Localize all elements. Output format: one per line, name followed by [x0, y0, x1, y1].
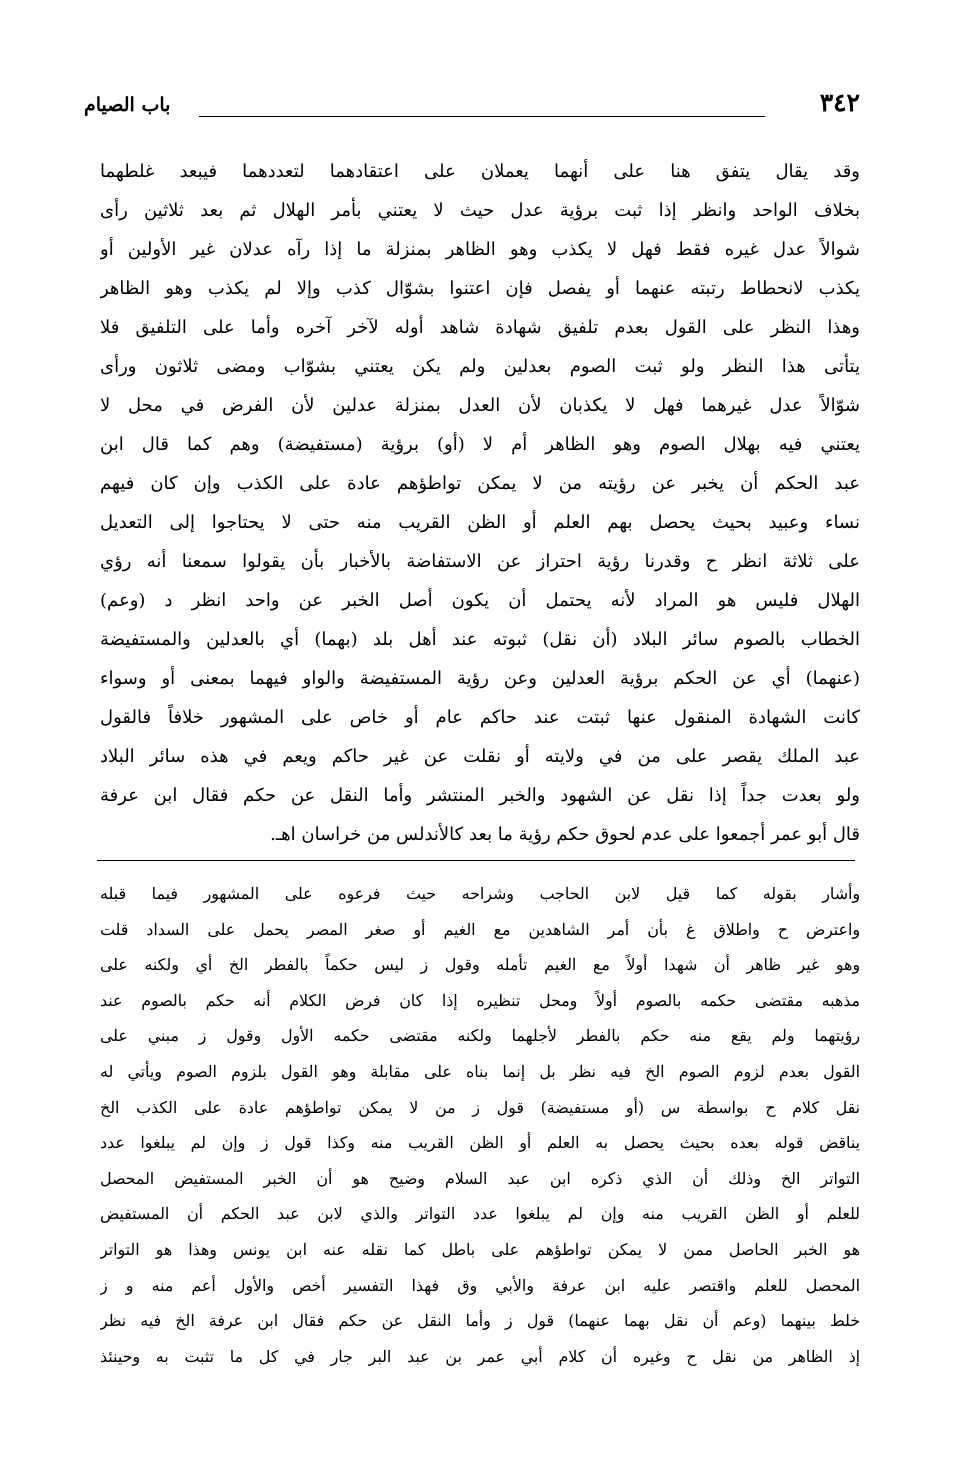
page-header	[84, 88, 860, 128]
footnote-line: مذهبه مقتضى حكمه بالصوم أولاً ومحل تنظيره إذا كان فرض الكلام أنه حكم بالصوم عند	[100, 990, 860, 1010]
footnote-line: خلط بينهما (وعم أن نقل بهما عنهما) قول ز وأما النقل عن حكم فقال ابن عرفة الخ فيه نظر	[100, 1311, 860, 1331]
main-text-line: وهذا النظر على القول بعدم تلفيق شهادة شاهد أوله لآخر آخره وأما على التلفيق فلا	[100, 317, 860, 338]
footnote-line: هو الخبر الحاصل ممن لا يمكن تواطؤهم على باطل كما نقله عنه ابن يونس وهذا هو التواتر	[100, 1239, 860, 1259]
footnote-line: المحصل للعلم واقتصر عليه ابن عرفة والأبي وق فهذا التفسير أخص والأول أعم منه و ز	[100, 1275, 860, 1295]
main-text	[100, 152, 860, 854]
main-text-line: يتأتى هذا النظر ولو ثبت الصوم بعدلين ولم يكن يعتني بشوّاب ومضى ثلاثون ورأى	[100, 356, 860, 377]
main-text-line: بخلاف الواحد وانظر إذا ثبت برؤية عدل حيث لا يعتني بأمر الهلال ثم بعد ثلاثين رأى	[100, 200, 860, 221]
main-text-line: على ثلاثة انظر ح وقدرنا رؤية احتراز عن الاستفاضة بالأخبار بأن يقولوا سمعنا أنه رؤي	[100, 551, 860, 572]
footnote-line: التواتر الخ وذلك أن الذي ذكره ابن عبد السلام وضيح هو أن الخبر المستفيض المحصل	[100, 1168, 860, 1188]
main-text-line: يكذب لانحطاط رتبته عنهما أو يفصل فإن اعتنوا بشوّال كذب وإلا لم يكذب وهو الظاهر	[100, 278, 860, 299]
footnote-line: واعترض ح واطلاق غ بأن أمر الشاهدين مع الغيم أو صغر المصر يحمل على السداد قلت	[100, 919, 860, 939]
main-text-line: قال أبو عمر أجمعوا على عدم لحوق حكم رؤية ما بعد كالأندلس من خراسان اهـ.	[270, 824, 860, 845]
header-rule	[199, 116, 765, 117]
main-text-line: شوالاً عدل غيره فقط فهل لا يكذب وهو الظاهر بمنزلة ما إذا رآه عدلان غير الأولين أو	[100, 239, 860, 260]
footnote-line: يناقض قوله بعده بحيث يحصل به العلم أو الظن القريب منه وكذا قول ز وإن لم يبلغوا عدد	[100, 1133, 860, 1153]
footnote-line: للعلم أو الظن القريب منه وإن لم يبلغوا عدد التواتر والذي لابن عبد الحكم أن المستفيض	[100, 1204, 860, 1224]
footnote-text	[100, 876, 860, 1374]
footnote-line: القول بعدم لزوم الصوم الخ فيه نظر بل إنما بناه على مقابلة وهو القول بلزوم الصوم ويأتي له	[100, 1061, 860, 1081]
main-text-line: ولو بعدت جداً إذا نقل عن الشهود والخبر المنتشر وأما النقل عن حكم فقال ابن عرفة	[100, 785, 860, 806]
main-text-line: عبد الحكم أن يخبر عن رؤيته من لا يمكن تواطؤهم عادة على الكذب وإن كان فيهم	[100, 473, 860, 494]
main-text-line: نساء وعبيد بحيث يحصل بهم العلم أو الظن القريب منه حتى لا يحتاجوا إلى التعديل	[100, 512, 860, 533]
footnote-line: إذ الظاهر من نقل ح وغيره أن كلام أبي عمر بن عبد البر جار في كل ما تثبت به وحينئذ	[100, 1346, 860, 1366]
main-text-line: وقد يقال يتفق هنا على أنهما يعملان على اعتقادهما لتعددهما فيبعد غلطهما	[100, 161, 860, 182]
main-text-line: يعتني فيه بهلال الصوم وهو الظاهر أم لا (أو) برؤية (مستفيضة) وهم كما قال ابن	[100, 434, 860, 455]
main-text-line: الهلال فليس هو المراد لأنه يحتمل أن يكون أصل الخبر عن واحد انظر د (وعم)	[100, 590, 860, 611]
footnote-line: رؤيتهما ولم يقع منه حكم بالفطر لأجلهما ولكنه مقتضى حكمه الأول وقول ز مبني على	[100, 1026, 860, 1046]
main-text-line: عبد الملك يقصر على من في ولايته أو نقلت عن غير حاكم ويعم في هذه سائر البلاد	[100, 746, 860, 767]
main-text-line: (عنهما) أي عن الحكم برؤية العدلين وعن رؤية المستفيضة والواو فيهما بمعنى أو وسواء	[100, 668, 860, 689]
footnote-line: وأشار بقوله كما قيل لابن الحاجب وشراحه حيث فرعوه على المشهور فيما قبله	[100, 884, 860, 903]
page-number: ٣٤٢	[819, 88, 860, 117]
main-text-line: الخطاب بالصوم سائر البلاد (أن نقل) ثبوته عند أهل بلد (بهما) أي بالعدلين والمستفيضة	[100, 629, 860, 650]
footnote-line: وهو غير ظاهر أن شهدا أولاً مع الغيم تأمله وقول ز ليس حكماً بالفطر الخ أي ولكنه على	[100, 955, 860, 975]
footnote-line: نقل كلام ح بواسطة س (أو مستفيضة) قول ز من لا يمكن تواطؤهم عادة على الكذب الخ	[100, 1097, 860, 1117]
chapter-title: باب الصيام	[84, 94, 171, 116]
footnote-separator	[97, 860, 855, 861]
main-text-line: شوّالاً عدل غيرهما فهل لا يكذبان لأن العدل بمنزلة عدلين لأن الفرض في محل لا	[100, 395, 860, 416]
main-text-line: كانت الشهادة المنقول عنها ثبتت عند حاكم عام أو خاص على المشهور خلافاً فالقول	[100, 707, 860, 728]
